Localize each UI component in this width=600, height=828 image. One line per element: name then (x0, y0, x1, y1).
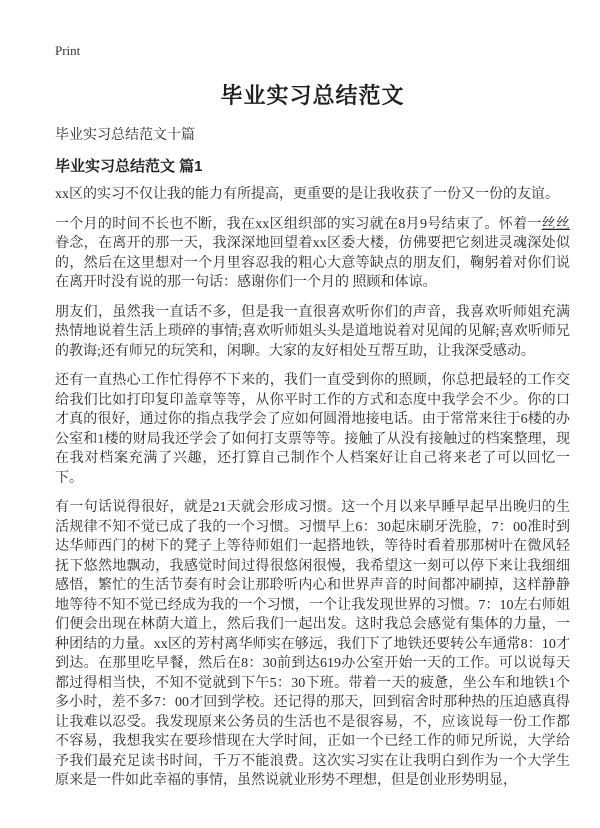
doc-subtitle: 毕业实习总结范文十篇 (55, 128, 195, 143)
paragraph-list (55, 185, 570, 791)
paragraph (55, 185, 570, 205)
paragraph-text: 朋友们，虽然我一直话不多，但是我一直很喜欢听你们的声音，我喜欢听师姐充满热情地说着生活上琐碎的事情;喜欢听师姐头头是道地说着对见闻的见解;喜欢听师兄的教诲;还有师兄的玩笑和，闲聊。大家的友好相处互帮互助，让我深受感动。 (55, 304, 570, 359)
paragraph-text: 一个月的时间不长也不断，我在xx区组织部的实习就在8月9号结束了。怀着一 (55, 216, 542, 232)
paragraph-text: 还有一直热心工作忙得停不下来的，我们一直受到你的照顾，你总把最轻的工作交给我们比如打印复印盖章等等，从你平时工作的方式和态度中我学会不少。你的口才真的很好，通过你的指点我学会了应如何圆滑地接电话。由于常常来往于6楼的办公室和1楼的财局我还学会了如何打支票等等。接触了从没有接触过的档案整理，现在我对档案充满了兴趣，还打算自己制作个人档案好让自己将来老了可以回忆一下。 (55, 373, 570, 486)
print-button[interactable]: Print (55, 43, 81, 58)
paragraph (55, 303, 570, 362)
paragraph-text: xx区的实习不仅让我的能力有所提高，更重要的是让我收获了一份又一份的友谊。 (55, 187, 559, 202)
underlined-text: 丝丝 (541, 216, 571, 232)
paragraph (55, 215, 570, 293)
paragraph-text: 有一句话说得很好，就是21天就会形成习惯。这一个月以来早睡早起早出晚归的生活规律不知不觉已成了我的一个习惯。习惯早上6：30起床刷牙洗脸，7：00准时到达华师西门的树下的凳子上等待师姐们一起搭地铁，等待时看着那那树叶在微风轻抚下悠然地飘动，我感觉时间过得很悠闲很慢，我希望这一刻可以停下来让我细细感悟，繁忙的生活节奏有时会让那聆听内心和世界声音的时间都冲刷掉，这样静静地等待不知不觉已经成为我的一个习惯，一个让我发现世界的习惯。7：10左右师姐们便会出现在林荫大道上，然后我们一起出发。这时我总会感觉有集体的力量，一种团结的力量。xx区的芳村离华师实在够远，我们下了地铁还要转公车通常8：10才到达。在那里吃早餐，然后在8：30前到达619办公室开始一天的工作。可以说每天都过得相当快，不知不觉就到下午5：30下班。带着一天的疲惫，坐公车和地铁1个多小时，差不多7：00才回到学校。还记得的那天，回到宿舍时那种热的压迫感真得让我难以忍受。我发现原来公务员的生活也不是很容易，不，应该说每一份工作都不容易，我想我实在要珍惜现在大学时间，正如一个已经工作的师兄所说，大学给予我们最充足读书时间，千万不能浪费。这次实习实在让我明白到作为一个大学生原来是一件如此幸福的事情，虽然说就业形势不理想，但是创业形势明显， (55, 500, 570, 788)
paragraph (55, 371, 570, 488)
paragraph (55, 498, 570, 791)
section-heading: 毕业实习总结范文 篇1 (55, 158, 203, 175)
page-title: 毕业实习总结范文 (220, 83, 405, 108)
paragraph-text: 眷念，在离开的那一天，我深深地回望着xx区委大楼，仿佛要把它刻进灵魂深处似的，然后在这里想对一个月里容忍我的粗心大意等缺点的朋友们，鞠躬着对你们说在离开时没有说的那一句话：感谢你们一个月的 照顾和体谅。 (55, 236, 570, 290)
